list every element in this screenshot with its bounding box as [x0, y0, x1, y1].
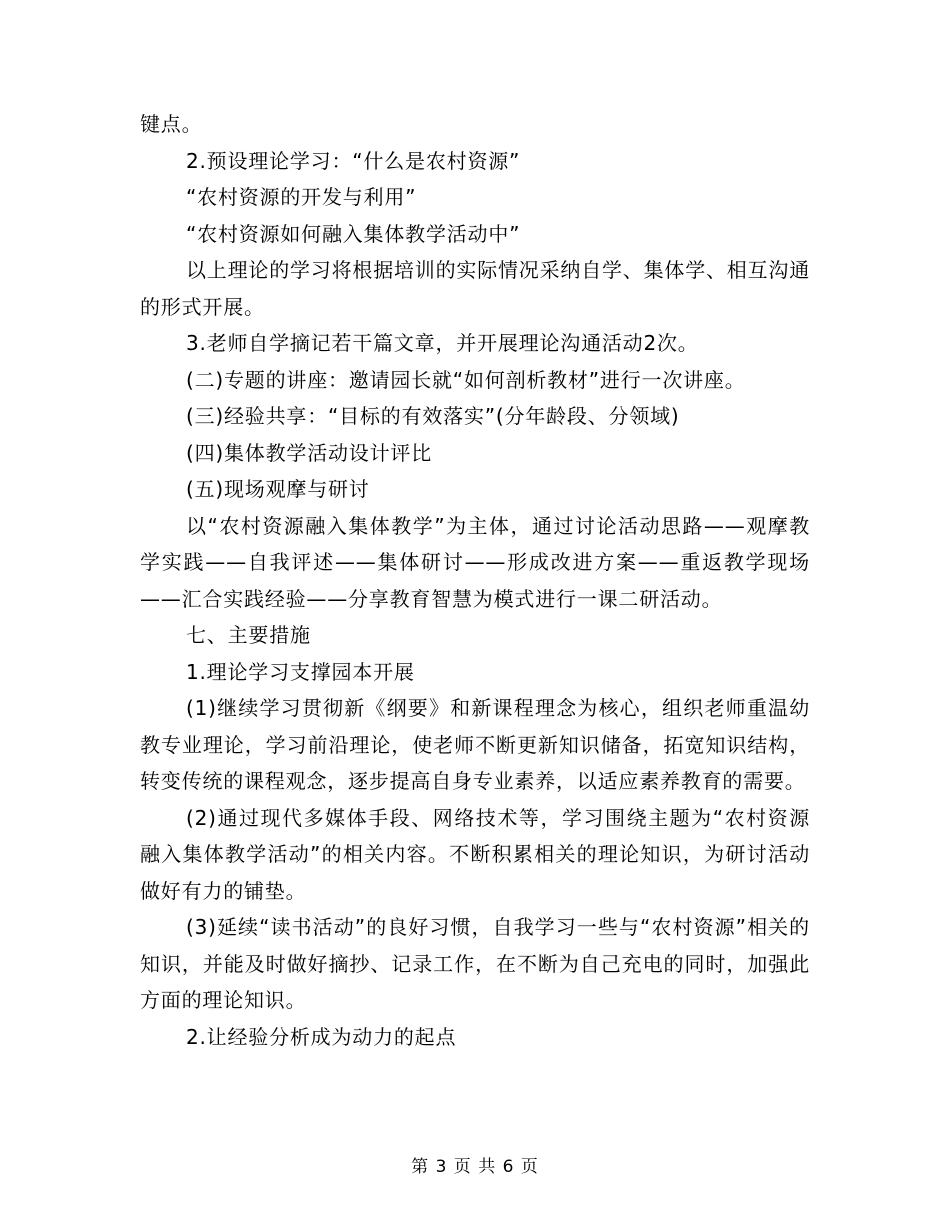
paragraph: (3)延续“读书活动”的良好习惯，自我学习一些与“农村资源”相关的知识，并能及时做好摘抄、记录工作，在不断为自己充电的同时，加强此方面的理论知识。 — [140, 915, 810, 1012]
section-heading: 七、主要措施 — [186, 623, 311, 647]
paragraph: 以“农村资源融入集体教学”为主体，通过讨论活动思路——观摩教学实践——自我评述——集体研讨——形成改进方案——重返教学现场——汇合实践经验——分享教育智慧为模式进行一课二研活动。 — [140, 513, 810, 611]
paragraph: 1.理论学习支撑园本开展 — [186, 659, 415, 684]
page-number: 第 3 页 共 6 页 — [411, 1157, 539, 1177]
paragraph: (2)通过现代多媒体手段、网络技术等，学习围绕主题为“农村资源融入集体教学活动”的相关内容。不断积累相关的理论知识，为研讨活动做好有力的铺垫。 — [140, 805, 810, 903]
paragraph: (二)专题的讲座：邀请园长就“如何剖析教材”进行一次讲座。 — [186, 367, 746, 392]
paragraph: (三)经验共享：“目标的有效落实”(分年龄段、分领域) — [186, 404, 680, 428]
paragraph: (四)集体教学活动设计评比 — [186, 440, 433, 465]
paragraph: 以上理论的学习将根据培训的实际情况采纳自学、集体学、相互沟通的形式开展。 — [140, 258, 810, 319]
paragraph: 键点。 — [140, 112, 203, 136]
paragraph: (1)继续学习贯彻新《纲要》和新课程理念为核心，组织老师重温幼教专业理论，学习前沿理论，使老师不断更新知识储备，拓宽知识结构，转变传统的课程观念，逐步提高自身专业素养，以适应素养教育的需要。 — [140, 696, 810, 793]
body-text — [140, 106, 810, 1055]
paragraph: 2.让经验分析成为动力的起点 — [186, 1024, 457, 1049]
paragraph: “农村资源如何融入集体教学活动中” — [186, 221, 521, 246]
paragraph: “农村资源的开发与利用” — [186, 185, 417, 209]
paragraph: (五)现场观摩与研讨 — [186, 477, 370, 501]
paragraph: 3.老师自学摘记若干篇文章，并开展理论沟通活动2次。 — [186, 331, 699, 355]
paragraph: 2.预设理论学习：“什么是农村资源” — [186, 148, 521, 173]
